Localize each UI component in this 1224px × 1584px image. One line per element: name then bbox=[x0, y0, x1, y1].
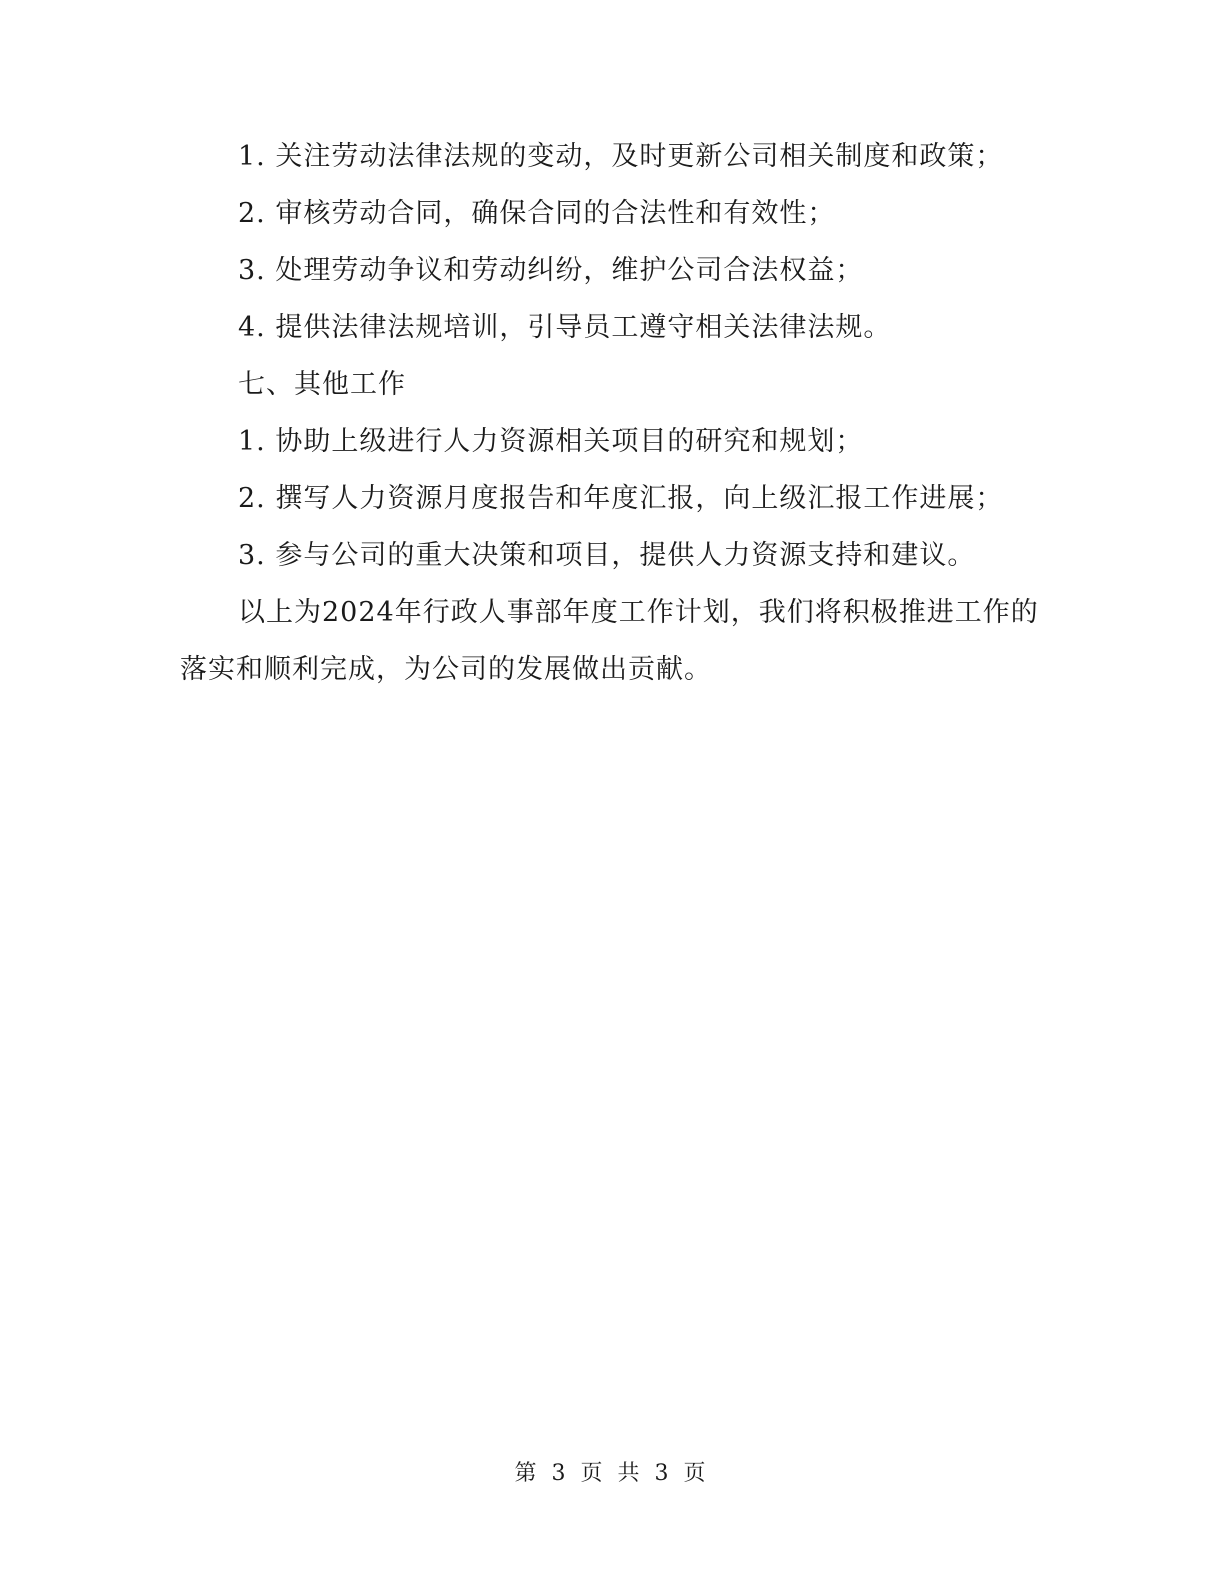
list-item-monthly-reports: 2. 撰写人力资源月度报告和年度汇报，向上级汇报工作进展； bbox=[238, 483, 1004, 514]
document-body bbox=[180, 128, 1060, 698]
list-item-contract-review: 2. 审核劳动合同，确保合同的合法性和有效性； bbox=[238, 198, 836, 229]
list-item-legal-training: 4. 提供法律法规培训，引导员工遵守相关法律法规。 bbox=[238, 312, 892, 343]
list-item-major-decisions: 3. 参与公司的重大决策和项目，提供人力资源支持和建议。 bbox=[238, 540, 976, 571]
list-item-dispute-handling: 3. 处理劳动争议和劳动纠纷，维护公司合法权益； bbox=[238, 255, 864, 286]
section-heading-other-work: 七、其他工作 bbox=[238, 369, 406, 400]
list-item-hr-project-research: 1. 协助上级进行人力资源相关项目的研究和规划； bbox=[238, 426, 864, 457]
page-footer: 第 3 页 共 3 页 bbox=[514, 1461, 710, 1486]
list-item-labor-law-updates: 1. 关注劳动法律法规的变动，及时更新公司相关制度和政策； bbox=[238, 141, 1004, 172]
closing-paragraph: 以上为2024年行政人事部年度工作计划，我们将积极推进工作的落实和顺利完成，为公司的发展做出贡献。 bbox=[180, 597, 1039, 685]
